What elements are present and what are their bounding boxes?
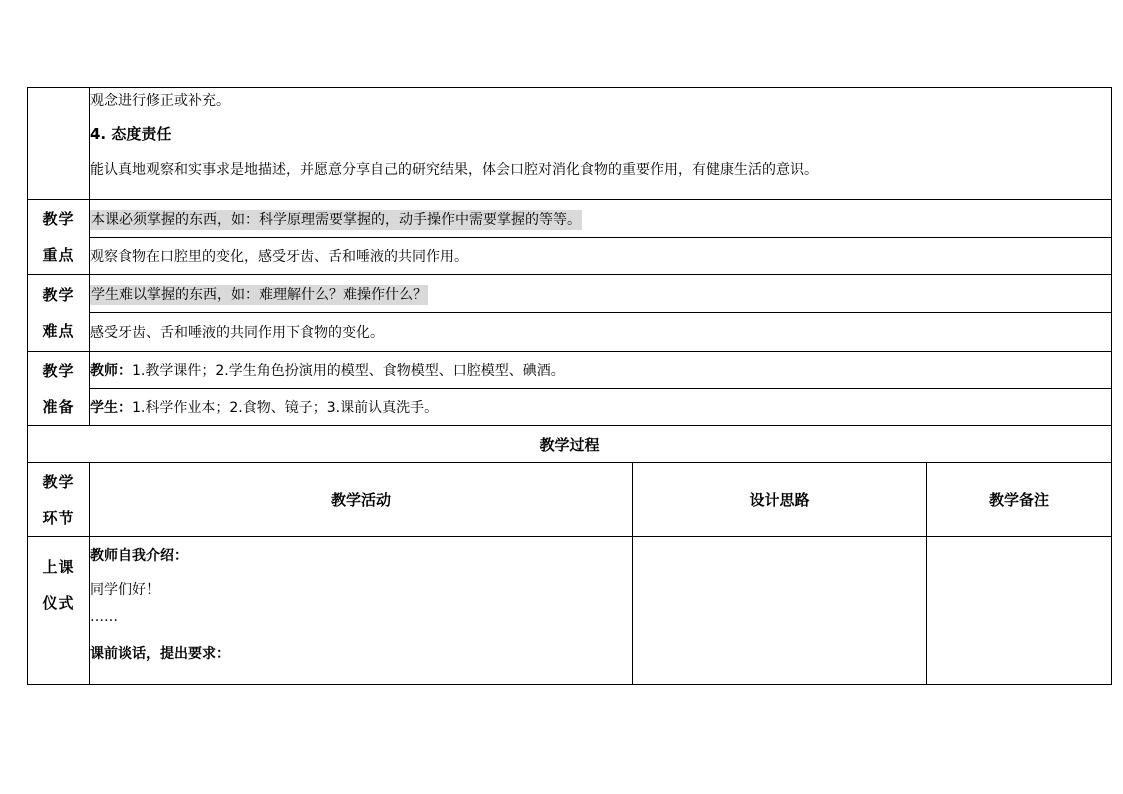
key-points-content-cell xyxy=(90,238,1112,275)
objectives-line-1: 观念进行修正或补充。 xyxy=(90,93,230,109)
notes-header: 教学备注 xyxy=(927,463,1112,537)
difficulties-hint: 学生难以掌握的东西，如：难理解什么？难操作什么？ xyxy=(91,286,427,303)
preparation-row-teacher xyxy=(28,352,1112,389)
key-points-row-hint xyxy=(28,200,1112,238)
activity-line-1: 教师自我介绍： xyxy=(90,548,188,564)
difficulties-label: 教学 难点 xyxy=(28,275,90,352)
difficulties-content: 感受牙齿、舌和唾液的共同作用下食物的变化。 xyxy=(90,325,384,341)
stage-header: 教学 环节 xyxy=(28,463,90,537)
difficulties-row-content xyxy=(28,313,1112,352)
key-points-label: 教学 重点 xyxy=(28,200,90,275)
design-header: 设计思路 xyxy=(633,463,927,537)
process-title: 教学过程 xyxy=(28,426,1112,463)
ceremony-design-cell xyxy=(633,537,927,685)
key-points-hint-cell xyxy=(90,200,1112,238)
process-title-row xyxy=(28,426,1112,463)
difficulties-row-hint xyxy=(28,275,1112,313)
student-label: 学生： xyxy=(90,400,132,416)
ceremony-activity-cell xyxy=(90,537,633,685)
activity-line-2: 同学们好！ xyxy=(90,582,160,598)
key-points-row-content xyxy=(28,238,1112,275)
ceremony-row xyxy=(28,537,1112,685)
objectives-label-cell xyxy=(28,88,90,200)
key-points-hint: 本课必须掌握的东西，如：科学原理需要掌握的，动手操作中需要掌握的等等。 xyxy=(91,211,581,228)
teacher-label: 教师： xyxy=(90,363,132,379)
activity-line-4: 课前谈话，提出要求： xyxy=(90,646,230,662)
key-points-content: 观察食物在口腔里的变化，感受牙齿、舌和唾液的共同作用。 xyxy=(90,249,468,265)
attitude-text: 能认真地观察和实事求是地描述，并愿意分享自己的研究结果，体会口腔对消化食物的重要作用，有健康生活的意识。 xyxy=(90,162,818,178)
activity-header: 教学活动 xyxy=(90,463,633,537)
lesson-plan-table xyxy=(27,87,1112,685)
teacher-materials: 1.教学课件；2.学生角色扮演用的模型、食物模型、口腔模型、碘酒。 xyxy=(132,363,565,379)
preparation-student-cell xyxy=(90,389,1112,426)
student-materials: 1.科学作业本；2.食物、镜子；3.课前认真洗手。 xyxy=(132,400,439,416)
objectives-content-cell xyxy=(90,88,1112,200)
process-header-row xyxy=(28,463,1112,537)
ceremony-stage-label: 上课 仪式 xyxy=(28,537,90,685)
objectives-row xyxy=(28,88,1112,200)
preparation-row-student xyxy=(28,389,1112,426)
preparation-label: 教学 准备 xyxy=(28,352,90,426)
preparation-teacher-cell xyxy=(90,352,1112,389)
difficulties-hint-cell xyxy=(90,275,1112,313)
activity-line-3: …… xyxy=(90,609,118,625)
ceremony-notes-cell xyxy=(927,537,1112,685)
attitude-heading: 4. 态度责任 xyxy=(90,125,172,143)
difficulties-content-cell xyxy=(90,313,1112,352)
